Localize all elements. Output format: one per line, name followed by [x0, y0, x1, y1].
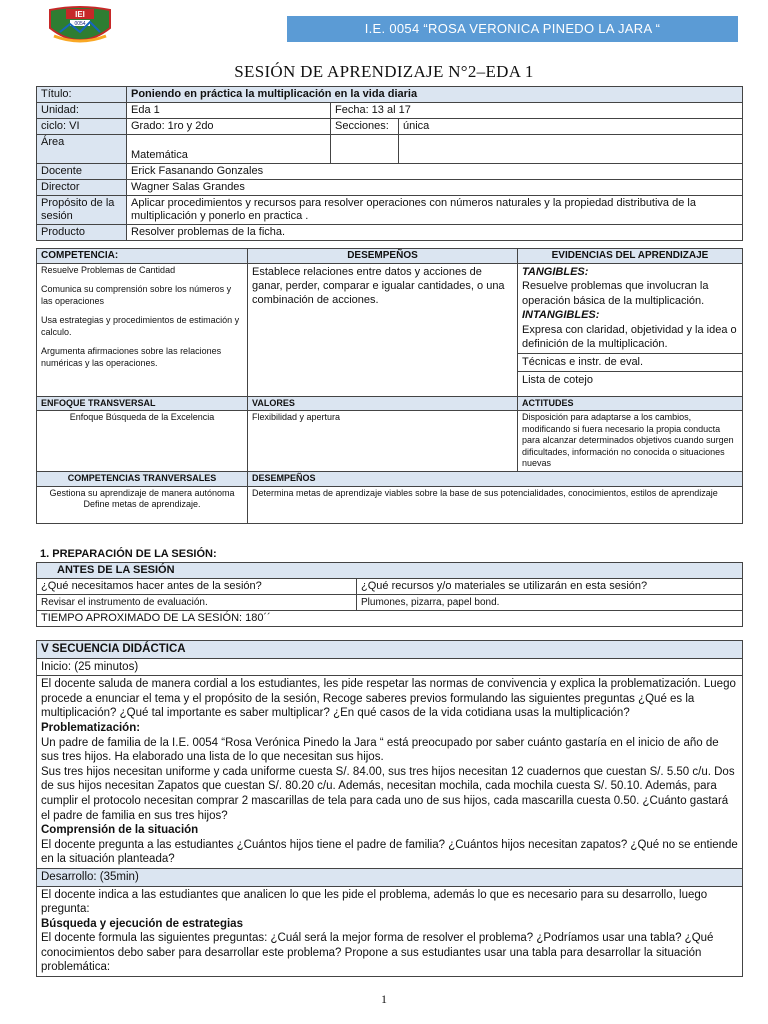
competencias-table [36, 248, 743, 524]
unidad-label: Unidad: [37, 103, 127, 119]
tangibles-label: TANGIBLES: [522, 265, 589, 278]
intangibles-label: INTANGIBLES: [522, 309, 600, 321]
answer-1: Revisar el instrumento de evaluación. [37, 595, 357, 611]
secciones-label: Secciones: [331, 119, 399, 135]
intangibles-text: Expresa con claridad, objetividad y la idea o definición de la multiplicación. [522, 323, 737, 350]
desempeno-text: Establece relaciones entre datos y acciones de ganar, perder, comparar e igualar cantidades, o una combinación de acciones. [248, 263, 518, 396]
preparacion-table [36, 562, 743, 627]
info-table [36, 86, 743, 241]
evidencias-header: EVIDENCIAS DEL APRENDIZAJE [518, 249, 743, 264]
school-banner: I.E. 0054 “ROSA VERONICA PINEDO LA JARA “ [287, 16, 738, 42]
area-label: Área [37, 135, 127, 164]
valores-value: Flexibilidad y apertura [248, 411, 518, 472]
logo-text: IEI [75, 10, 85, 19]
question-1: ¿Qué necesitamos hacer antes de la sesión? [37, 579, 357, 595]
actitudes-value: Disposición para adaptarse a los cambios, modificando si fuera necesario la propia conducta para alcanzar determinados objetivos cuando surgen dificultades, información no conocida o situaciones nuevas [518, 411, 743, 472]
problem-details: Sus tres hijos necesitan uniforme y cada uniforme cuesta S/. 84.00, sus tres hijos necesitan 12 cuadernos que cuestan S/. 5.50 c/u. Dos de sus hijos necesitan Zapatos que cuestan S/. 80.20 c/u. Además, necesitan mochila, cada mochila cuesta S/. 50.10. Además, para cumplir el protocolo necesitan comprar 2 mascarillas de tela para cada uno de sus hijos, cada mascarilla cuesta 0.50. ¿Cuánto gastará el padre de familia en sus tres hijos? [41, 765, 735, 822]
competencia-item: Usa estrategias y procedimientos de estimación y calculo. [41, 315, 240, 337]
enfoque-value: Enfoque Búsqueda de la Excelencia [37, 411, 248, 472]
desarrollo-paragraph: El docente indica a las estudiantes que analicen lo que les pide el problema, además lo que es necesario para su desarrollo, luego pregunta: [41, 888, 708, 916]
competencia-header: COMPETENCIA: [37, 249, 248, 264]
busqueda-label: Búsqueda y ejecución de estrategias [41, 917, 243, 930]
document-title: SESIÓN DE APRENDIZAJE N°2–EDA 1 [234, 62, 534, 81]
preparacion-heading: 1. PREPARACIÓN DE LA SESIÓN: [40, 548, 217, 560]
actitudes-header: ACTITUDES [518, 396, 743, 411]
page-number: 1 [381, 992, 387, 1006]
comp-trans-header: COMPETENCIAS TRANVERSALES [37, 472, 248, 487]
competencia-item: Resuelve Problemas de Cantidad [41, 264, 176, 275]
unidad-value: Eda 1 [127, 103, 331, 119]
problem-paragraph: Un padre de familia de la I.E. 0054 “Rosa Verónica Pinedo la Jara “ está preocupado por saber cuánto gastaría en el inicio de año de sus tres hijos. Ha elaborado una lista de lo que necesitan sus hijos. [41, 736, 719, 764]
tangibles-text: Resuelve problemas que involucran la operación básica de la multiplicación. [522, 280, 709, 307]
competencia-item: Argumenta afirmaciones sobre las relaciones numéricas y las operaciones. [41, 346, 222, 368]
question-2: ¿Qué recursos y/o materiales se utilizarán en esta sesión? [357, 579, 743, 595]
answer-2: Plumones, pizarra, papel bond. [357, 595, 743, 611]
comprension-label: Comprensión de la situación [41, 824, 199, 837]
comp-trans-item: Gestiona su aprendizaje de manera autónoma [49, 487, 235, 498]
director-label: Director [37, 180, 127, 196]
fecha-value: Fecha: 13 al 17 [331, 103, 743, 119]
titulo-label: Título: [37, 87, 127, 103]
producto-label: Producto [37, 225, 127, 241]
comp-trans-item: Define metas de aprendizaje. [83, 499, 201, 509]
secuencia-table [36, 640, 743, 977]
proposito-value: Aplicar procedimientos y recursos para resolver operaciones con números naturales y la propiedad distributiva de la multiplicación y ponerlo en practica . [127, 196, 743, 225]
grado-value: Grado: 1ro y 2do [127, 119, 331, 135]
inicio-label: Inicio: (25 minutos) [37, 658, 743, 676]
docente-value: Erick Fasanando Gonzales [127, 164, 743, 180]
proposito-label: Propósito de la sesión [37, 196, 127, 225]
antes-header: ANTES DE LA SESIÓN [37, 563, 743, 579]
tiempo-value: TIEMPO APROXIMADO DE LA SESIÓN: 180´´ [37, 611, 743, 627]
director-value: Wagner Salas Grandes [127, 180, 743, 196]
lista-value: Lista de cotejo [518, 371, 743, 396]
desempenos-header: DESEMPEÑOS [248, 249, 518, 264]
busqueda-paragraph: El docente formula las siguientes preguntas: ¿Cuál será la mejor forma de resolver el problema? ¿Podríamos usar una tabla? ¿Qué conocimientos debo saber para desarrollar este problema? Propone a sus estudiantes usar una tabla para desarrollar la situación problemática: [41, 932, 714, 974]
enfoque-header: ENFOQUE TRANSVERSAL [37, 396, 248, 411]
secuencia-header: V SECUENCIA DIDÁCTICA [37, 641, 743, 659]
desarrollo-label: Desarrollo: (35min) [37, 868, 743, 886]
producto-value: Resolver problemas de la ficha. [127, 225, 743, 241]
tecnicas-label: Técnicas e instr. de eval. [518, 353, 743, 371]
comprension-paragraph: El docente pregunta a las estudiantes ¿Cuántos hijos tiene el padre de familia? ¿Cuántos hijos necesitan zapatos? ¿Qué no se entiende en la situación planteada? [41, 838, 738, 866]
titulo-value: Poniendo en práctica la multiplicación en la vida diaria [127, 87, 743, 103]
inicio-paragraph: El docente saluda de manera cordial a los estudiantes, les pide respetar las normas de convivencia y explica la problematización. Luego procede a enunciar el tema y el propósito de la sesión, Recoge saberes previos formulando las siguientes preguntas ¿Qué es la multiplicación? ¿Qué tal importante es saber multiplicar? ¿En qué casos de la vida cotidiana usas la multiplicación? [41, 678, 736, 720]
docente-label: Docente [37, 164, 127, 180]
valores-header: VALORES [248, 396, 518, 411]
logo-code: 0054 [74, 21, 86, 27]
area-value: Matemática [127, 135, 331, 164]
secciones-value: única [399, 119, 743, 135]
desemp-trans-value: Determina metas de aprendizaje viables sobre la base de sus potencialidades, conocimientos, estilos de aprendizaje [248, 486, 743, 523]
desemp-trans-header: DESEMPEÑOS [248, 472, 743, 487]
competencia-item: Comunica su comprensión sobre los números y las operaciones [41, 284, 232, 306]
school-logo [46, 6, 114, 46]
problematizacion-label: Problematización: [41, 721, 141, 734]
ciclo-label: ciclo: VI [37, 119, 127, 135]
